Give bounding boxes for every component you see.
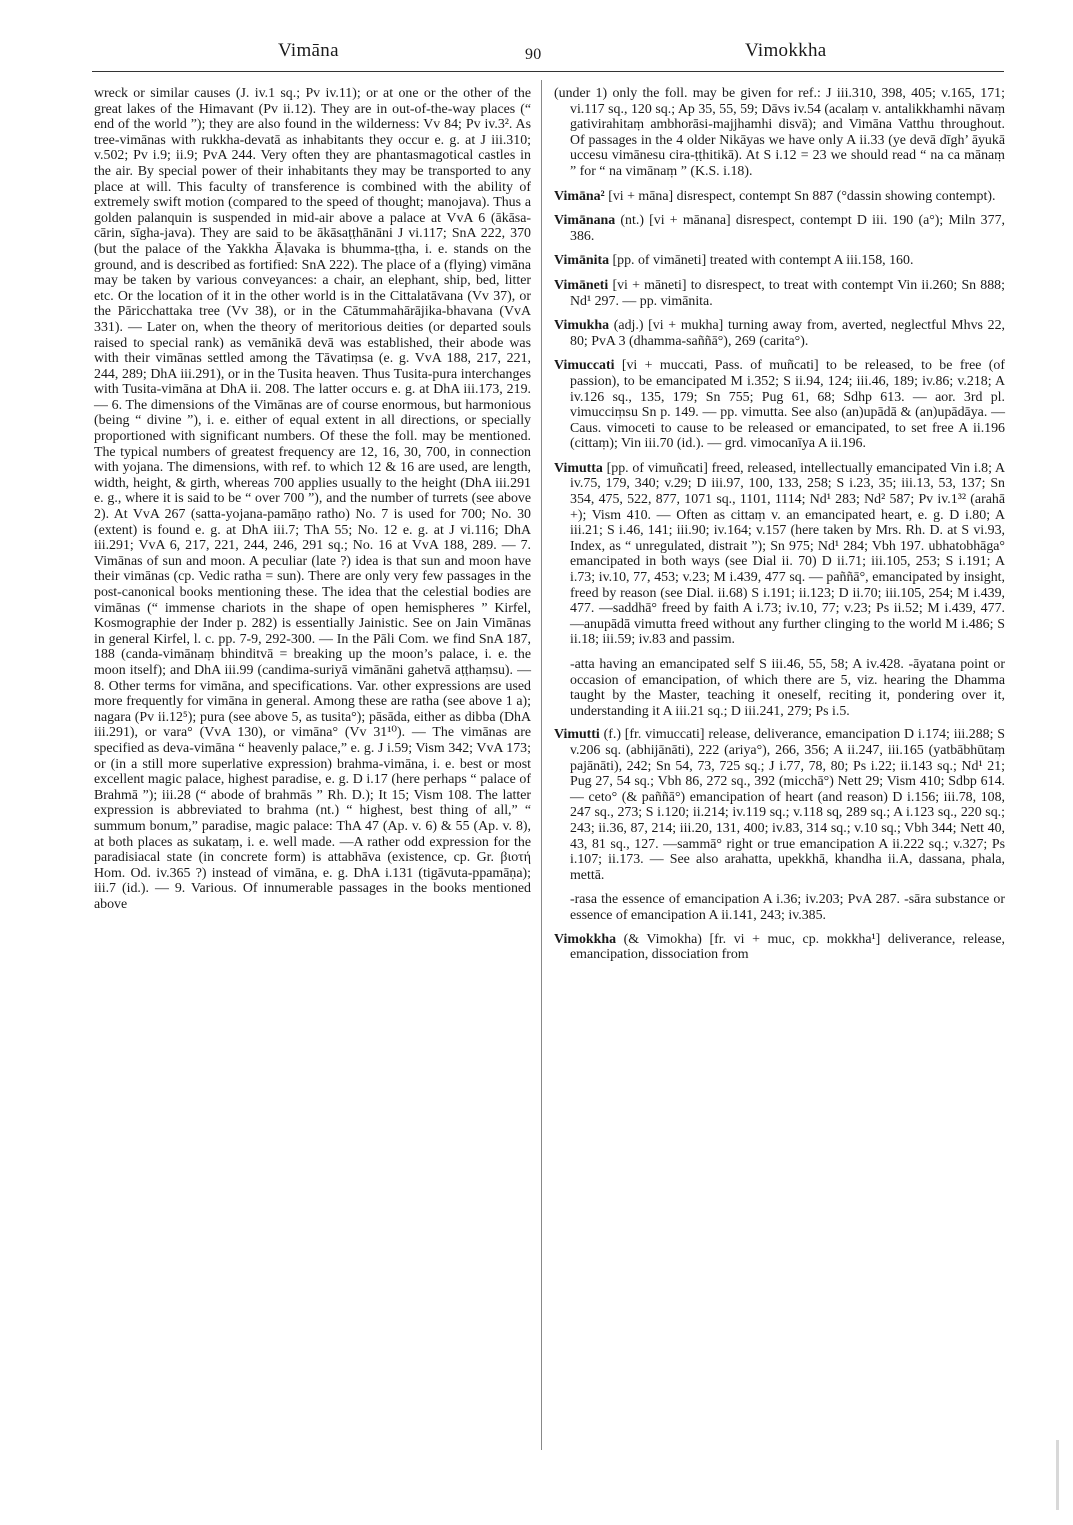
column-divider <box>541 80 542 1450</box>
dictionary-entry <box>554 727 1005 883</box>
dictionary-entry <box>554 358 1005 452</box>
entry-text: (& Vimokha) [fr. vi + muc, cp. mokkha¹] deliverance, release, emancipation, dissociation from <box>570 931 1005 963</box>
entry-headword: Vimāna² <box>554 188 605 204</box>
entry-headword: Vimāneti <box>554 277 609 293</box>
entry-text: [pp. of vimāneti] treated with contempt A iii.158, 160. <box>609 253 914 269</box>
sub-entry <box>554 892 1005 923</box>
right-column <box>554 86 1005 972</box>
entry-text: [vi + muccati, Pass. of muñcati] to be released, to be free (of passion), to be emancipated M i.352; S ii.94, 124; iii.46, 189; iv.86; v.218; A iv.126 sq., 135, 179; Sn 755; Pug 61, 68; Sdhp 613. — aor. 3rd pl. vimucciṃsu Sn p. 149. — pp. vimutta. See also (an)upādā & (an)upādāya. — Caus. vimoceti to cause to be released or emancipated, to set free A ii.196 (cittaṃ); Vin iii.70 (id.). — grd. vimocanīya A ii.196. <box>570 358 1005 452</box>
page-number: 90 <box>525 46 542 63</box>
entry-text: -atta having an emancipated self S iii.46, 55, 58; A iv.428. -āyatana point or occasion of emancipation, of which there are 5, viz. hearing the Dhamma taught by the Master, teaching it oneself, reciting it, pondering over it, understanding it A iii.21 sq.; D iii.241, 279; Ps i.5. <box>570 657 1005 719</box>
scan-edge-mark <box>1056 1440 1059 1510</box>
dictionary-entry <box>554 253 1005 269</box>
dictionary-entry <box>554 189 1005 205</box>
dictionary-entry <box>554 278 1005 309</box>
dictionary-entry <box>554 932 1005 963</box>
entry-text: (adj.) [vi + mukha] turning away from, averted, neglectful Mhvs 22, 80; PvA 3 (dhamma-saññā°), 269 (carita°). <box>570 318 1005 349</box>
dictionary-entry <box>554 86 1005 180</box>
entry-text: (nt.) [vi + mānana] disrespect, contempt D iii. 190 (a°); Miln 377, 386. <box>570 213 1005 244</box>
entry-headword: Vimutta <box>554 460 603 476</box>
dictionary-entry <box>554 318 1005 349</box>
entry-headword: Vimukha <box>554 318 610 334</box>
entry-headword: Vimānita <box>554 253 610 269</box>
left-column-text: wreck or similar causes (J. iv.1 sq.; Pv iv.11); or at one or the other of the great lakes of the Himavant (Pv ii.12). They are in out-of-the-way places (“ end of the world ”); they are also found in the wilderness: Vv 84; Pv iv.3². As tree-vimānas with rukkha-devatā as inhabitants they occur e. g. at J iii.310; v.502; Pv i.9; ii.9; PvA 244. Very often they are phantasmagotical castles in the air. By special power of their inhabitants they may be transported to any place at will. This faculty of transference is combined with the ability of extremely swift motion (compared to the speed of thought; manojava). Thus a golden palanquin is suspended in mid-air above a palace at VvA 6 (ākāsa-cārin, sīgha-java). They are said to be ākāsaṭṭhānāni J vi.117; SnA 222, 370 (but the palace of the Yakkha Āḷavaka is bhumma-ṭṭha, i. e. stands on the ground, and is described as fortified: SnA 222). The place of a (flying) vimāna may be taken by various conveyances: a chair, an elephant, ship, bed, litter etc. Or the location of it in the other world is in the Cittalatāvana (Vv 37), or the Pāricchattaka tree (Vv 38), or in the Cātummahārājika-bhavana (VvA 331). — Later on, when the theory of meritorious deities (or departed souls raised to special rank) as vemānikā devā was established, their abode was with their vimānas settled among the Tāvatiṃsa (e. g. VvA 188, 217, 221, 244, 289; DhA iii.291), or in the Tusita heaven. Thus Tusita-pura interchanges with Tusita-vimāna at DhA ii. 208. The latter occurs e. g. at DhA iii.173, 219. — 6. The dimensions of the Vimānas are of course enormous, but harmonious (being “ divine ”), i. e. either of equal extent in all directions, or specially proportioned with significant numbers. Of these the foll. may be mentioned. The typical numbers of greatest frequency are 12, 16, 30, 700, in connection with yojana. The dimensions, with ref. to which 12 & 16 are used, are length, width, height, & girth, whereas 700 applies usually to the height (DhA iii.291 e. g., where it is said to be “ over 700 ”), and the number of turrets (see above 2). At VvA 267 (satta-yojana-pamāṇo ratho) No. 7 is used for 700; No. 30 (extent) is found e. g. at DhA iii.7; ThA 55; No. 12 e. g. at J vi.116; DhA iii.291; VvA 6, 217, 221, 244, 246, 291 sq.; No. 16 at VvA 188, 289. — 7. Vimānas of sun and moon. A peculiar (late ?) idea is that sun and moon have their vimānas (cp. Vedic ratha = sun). There are only very few passages in the post-canonical books mentioning these. The idea that the celestial bodies are vimānas (“ immense chariots in the shape of open hemispheres ” Kirfel, Kosmographie der Inder p. 282) is essentially Jainistic. See on Jain Vimānas in general Kirfel, l. c. pp. 7-9, 292-300. — In the Pāli Com. we find SnA 187, 188 (canda-vimānaṃ bhinditvā = breaking up the moon’s palace, i. e. the moon itself); and DhA iii.99 (candima-suriyā vimānāni gahetvā aṭṭhaṃsu). — 8. Other terms for vimāna, and specifications. Var. other expressions are used more frequently for vimāna in general. Among these are ratha (see above 1 a); nagara (Pv ii.12⁵); pura (see above 5, as tusita°); pāsāda, either as dibba (DhA iii.291), or vara° (VvA 130), or vimāna° (Vv 31¹⁰). — The vimānas are specified as deva-vimāna “ heavenly palace,” e. g. J i.59; Vism 342; VvA 173; or (in a still more superlative expression) brahma-vimāna, i. e. best or most excellent magic palace, highest paradise, e. g. D i.17 (here perhaps “ palace of Brahmā ”); iii.28 (“ abode of brahmās ” Rh. D.); It 15; Vism 108. The latter expression is abbreviated to brahma (nt.) “ highest, best thing of all,” “ summum bonum,” paradise, magic palace: ThA 47 (Ap. v. 6) & 55 (Ap. v. 8), at both places as sukataṃ, i. e. well made. —A rather odd expression for the paradisiacal state (in concrete form) is attabhāva (existence, cp. Gr. βιοτή Hom. Od. iv.365 ?) instead of vimāna, e. g. DhA i.131 (tigāvuta-ppamāṇa); iii.7 (id.). — 9. Various. Of innumerable passages in the books mentioned above <box>94 86 531 912</box>
entry-headword: Vimokkha <box>554 931 617 947</box>
entry-text: [vi + māna] disrespect, contempt Sn 887 (°dassin showing contempt). <box>604 188 996 204</box>
entry-text: -rasa the essence of emancipation A i.36; iv.203; PvA 287. -sāra substance or essence of emancipation A ii.141, 243; iv.385. <box>570 892 1005 923</box>
entry-headword: Vimutti <box>554 727 600 743</box>
header-rule <box>92 71 1004 72</box>
left-column <box>94 86 531 912</box>
sub-entry <box>554 657 1005 719</box>
dictionary-entry <box>554 213 1005 244</box>
right-running-headword: Vimokkha <box>745 40 827 61</box>
entry-text: [pp. of vimuñcati] freed, released, intellectually emancipated Vin i.8; A iv.75, 179, 340; v.29; D iii.97, 100, 133, 258; S i.23, 35; iii.13, 53, 137; Sn 354, 475, 522, 877, 1071 sq., 1101, 1114; Nd¹ 283; Nd² 587; Pv iv.1³² (arahā +); Vism 410. — Often as cittaṃ v. an emancipated heart, e. g. D i.80; A iii.21; S i.46, 141; iii.90; iv.164; v.157 (here taken by Mrs. Rh. D. at S vi.93, Index, as “ unregulated, distrait ”); Sn 975; Nd¹ 284; Vbh 197. ubhatobhāga° emancipated in both ways (see Dial ii. 70) D ii.71; iii.105, 253; S i.191; A i.73; iv.10, 77, 453; v.23; M i.439, 477 sq. — paññā°, emancipated by insight, freed by reason (see Dial. ii.68) S i.191; ii.123; D ii.70; iii.105, 254; M i.439, 477. —saddhā° freed by faith A i.73; iv.10, 77; v.23; Ps ii.52; M i.439, 477. —anupādā vimutta freed without any further clinging to the world M i.486; S ii.18; iii.59; iv.83 and passim. <box>570 460 1005 648</box>
left-running-headword: Vimāna <box>278 40 339 61</box>
entry-text: (f.) [fr. vimuccati] release, deliverance, emancipation D i.174; iii.288; S v.206 sq. (abhijānāti), 222 (ariya°), 266, 356; A ii.247, iii.165 (yatbābhūtaṃ pajānāti), 242; Sn 54, 73, 725 sq.; J i.77, 78, 80; Ps i.22; ii.143 sq.; Nd¹ 21; Pug 27, 54 sq.; Vbh 86, 272 sq., 392 (micchā°) Nett 29; Vism 410; Sdbp 614. — ceto° (& paññā°) emancipation of heart (and reason) D i.156; iii.78, 108, 247 sq., 273; S i.120; ii.214; iv.119 sq.; v.118 sq, 289 sq.; A i.123 sq., 220 sq.; 243; ii.36, 87, 214; iii.20, 131, 400; iv.83, 314 sq.; v.10 sq.; Vbh 344; Nett 40, 43, 81 sq., 127. —sammā° right or true emancipation A ii.222 sq.; v.327; Ps i.107; ii.173. — See also arahatta, upekkhā, khandha ii.A, dassana, phala, mettā. <box>570 727 1005 883</box>
entry-text: [vi + māneti] to disrespect, to treat with contempt Vin ii.260; Sn 888; Nd¹ 297. — pp. vimānita. <box>570 277 1005 309</box>
dictionary-entry <box>554 461 1005 648</box>
entry-headword: Vimuccati <box>554 358 615 374</box>
entry-headword: Vimānana <box>554 213 616 229</box>
entry-text: (under 1) only the foll. may be given for ref.: J iii.310, 398, 405; v.165, 171; vi.117 sq., 120 sq.; Ap 35, 55, 59; Dāvs iv.54 (acalaṃ v. antalikkhamhi nāvaṃ gativirahitaṃ ambhorāsi-majjhamhi disvā); and Vimāna Vatthu throughout. Of passages in the 4 older Nikāyas we have only A ii.33 (ye devā dīgh’ āyukā uccesu vimānesu cira-ṭṭhitikā). At S i.12 = 23 we should read “ na ca mānaṃ ” for “ na vimānaṃ ” (K.S. i.18). <box>554 86 1005 179</box>
